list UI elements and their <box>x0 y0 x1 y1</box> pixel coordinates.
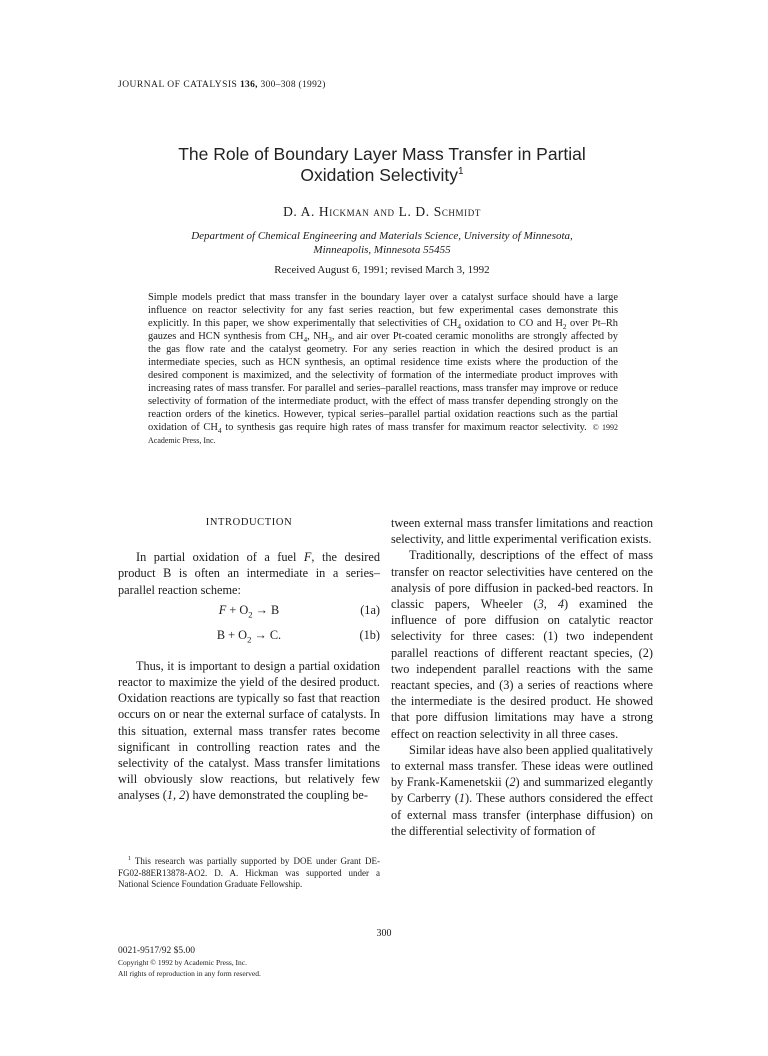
left-column <box>118 515 380 804</box>
right-paragraph-3: Similar ideas have also been applied qualitatively to external mass transfer. These ideas were outlined by Frank-Kamenetskii (2) and summarized elegantly by Carberry (1). These authors considered the effect of external mass transfer (interphase diffusion) on the differential selectivity of formation of <box>391 742 653 838</box>
title-line-2: Oxidation Selectivity <box>300 165 458 185</box>
intro-paragraph-2: Thus, it is important to design a partial oxidation reactor to maximize the yield of the desired product. Oxidation reactions are typically so fast that reaction occurs on or near the external surface of catalysts. In this situation, external mass transfer rates become significant in controlling reaction rates and the selectivity of the catalyst. Mass transfer limitations will obviously slow reactions, but relatively few analyses (1, 2) have demonstrated the coupling be- <box>118 658 380 803</box>
journal-header <box>118 80 326 90</box>
journal-name: JOURNAL OF CATALYSIS <box>118 80 238 90</box>
section-heading-introduction: INTRODUCTION <box>205 517 293 528</box>
title-line-1: The Role of Boundary Layer Mass Transfer in Partial <box>178 144 586 164</box>
affiliation-line-1: Department of Chemical Engineering and Materials Science, University of Minnesota, <box>191 230 573 242</box>
equation-1b: $B + O_2 \to C$. (1b) <box>216 627 380 645</box>
page-number: 300 <box>376 928 392 939</box>
issn-price: 0021-9517/92 $5.00 <box>118 946 196 956</box>
abstract-copyright: © 1992 Academic Press, Inc. <box>148 423 619 445</box>
authors: D. A. Hickman and L. D. Schmidt <box>283 204 481 219</box>
title-footnote-mark: 1 <box>458 166 464 178</box>
journal-volume: 136, <box>240 80 258 90</box>
publisher-info <box>118 946 261 979</box>
affiliation <box>150 229 614 257</box>
footnote-text: This research was partially supported by DOE under Grant DE-FG02-88ER13878-AO2. D. A. Hickman was supported under a National Science Foundation Graduate Fellowship. <box>118 856 380 890</box>
equation-1a: $F + O_2 \to B$ (1a) <box>218 602 380 620</box>
right-column <box>391 515 653 839</box>
intro-paragraph-1: In partial oxidation of a fuel F, the desired product B is often an intermediate in a series–parallel reaction scheme: <box>118 550 380 597</box>
publisher-copyright: Copyright © 1992 by Academic Press, Inc. <box>118 958 248 967</box>
rights-notice: All rights of reproduction in any form reserved. <box>118 969 261 978</box>
received-dates: Received August 6, 1991; revised March 3, 1992 <box>274 264 490 276</box>
journal-pages: 300–308 (1992) <box>260 80 326 90</box>
footnote-mark: 1 <box>128 856 131 862</box>
right-paragraph-1: tween external mass transfer limitations and reaction selectivity, and little experimental verification exists. <box>391 516 653 547</box>
equation-1b-number: (1b) <box>359 627 380 642</box>
equation-1a-number: (1a) <box>360 602 380 617</box>
affiliation-line-2: Minneapolis, Minnesota 55455 <box>313 244 451 256</box>
abstract: Simple models predict that mass transfer in the boundary layer over a catalyst surface should have a large influence on reactor selectivity for any fast series reaction, but few experimental cases demonstrate this explicitly. In this paper, we show experimentally that selectivities of $CH_4$ oxidation to CO and $H_2$ over Pt–Rh gauzes and HCN synthesis from $CH_4$, $NH_3$, and air over Pt-coated ceramic monoliths are strongly affected by the gas flow rate and the catalyst geometry. For any series reaction in which the desired product is an intermediate species, such as HCN synthesis, an optimal residence time exists where the production of the desired component is maximized, and the selectivity of formation of the intermediate product improves with increasing rates of mass transfer. For parallel and series–parallel reactions, mass transfer may improve or reduce selectivity of formation of the intermediate product, with the effect of mass transfer depending strongly on the reaction orders of the kinetics. However, typical series–parallel partial oxidation reactions such as the partial oxidation of $CH_4$ to synthesis gas require high rates of mass transfer for maximum reactor selectivity. © 1992 Academic Press, Inc. <box>148 292 619 445</box>
right-paragraph-2: Traditionally, descriptions of the effect of mass transfer on reactor selectivities have centered on the analysis of pore diffusion in packed-bed reactors. In classic papers, Wheeler (3, 4) examined the influence of pore diffusion on catalytic reactor selectivity for three cases: (1) two independent parallel reactions of different reactant species, (2) two independent parallel reactions with the same reactant species, and (3) a series of reactions where the intermediate is the desired product. He showed that pore diffusion limitations may have a strong effect on reaction selectivity in all three cases. <box>391 548 653 741</box>
paper-title <box>118 144 646 186</box>
footnote <box>118 854 380 891</box>
